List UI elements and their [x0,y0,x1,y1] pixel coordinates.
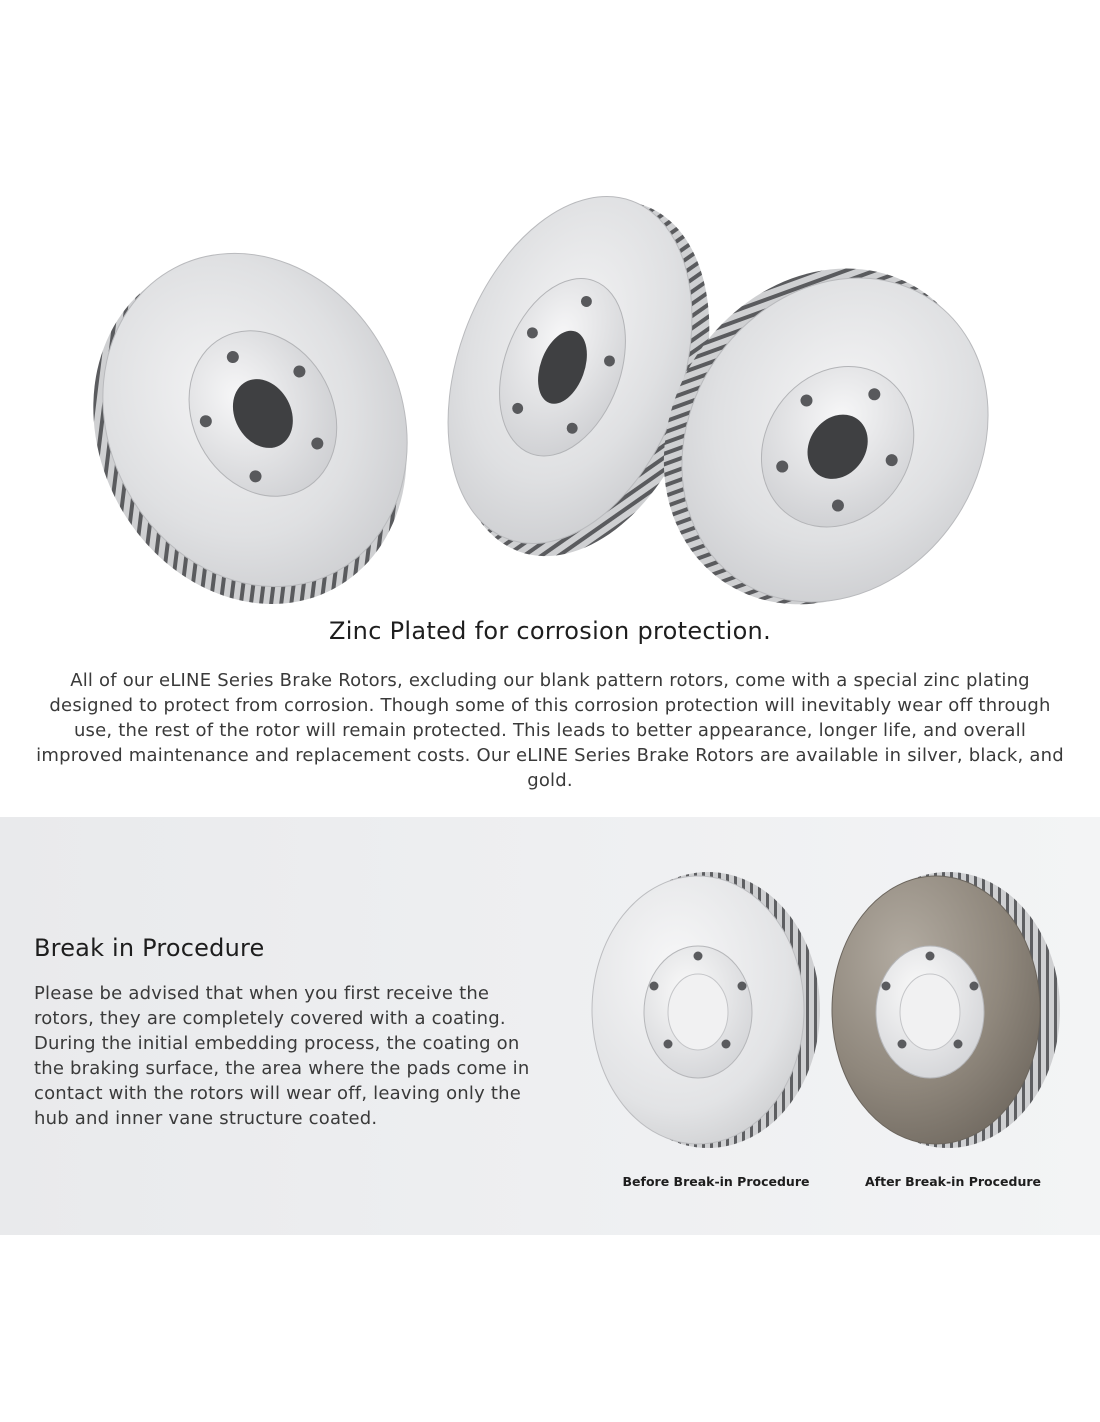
before-after-rotors-image [590,860,1070,1160]
caption-before: Before Break-in Procedure [622,1174,810,1189]
hero-rotors-image [0,0,1100,610]
break-in-title: Break in Procedure [34,934,265,962]
rotor-after [832,872,1060,1148]
zinc-section-title: Zinc Plated for corrosion protection. [328,617,772,645]
break-in-body: Please be advised that when you first receive the rotors, they are completely covered with a coating. During the initial embedding process, the coating on the braking surface, the area where the pads come in contact with the rotors will wear off, leaving only the hub and inner vane structure coated. [34,983,530,1129]
caption-after: After Break-in Procedure [864,1174,1041,1189]
rotor-left [33,200,471,610]
zinc-section-body: All of our eLINE Series Brake Rotors, excluding our blank pattern rotors, come with a special zinc plating designed to protect from corrosion. Though some of this corrosion protection will inevitably wear off through use, the rest of the rotor will remain protected. This leads to better appearance, longer life, and overall improved maintenance and replacement costs. Our eLINE Series Brake Rotors are available in silver, black, and gold. [36,670,1064,791]
rotor-before [592,872,820,1148]
